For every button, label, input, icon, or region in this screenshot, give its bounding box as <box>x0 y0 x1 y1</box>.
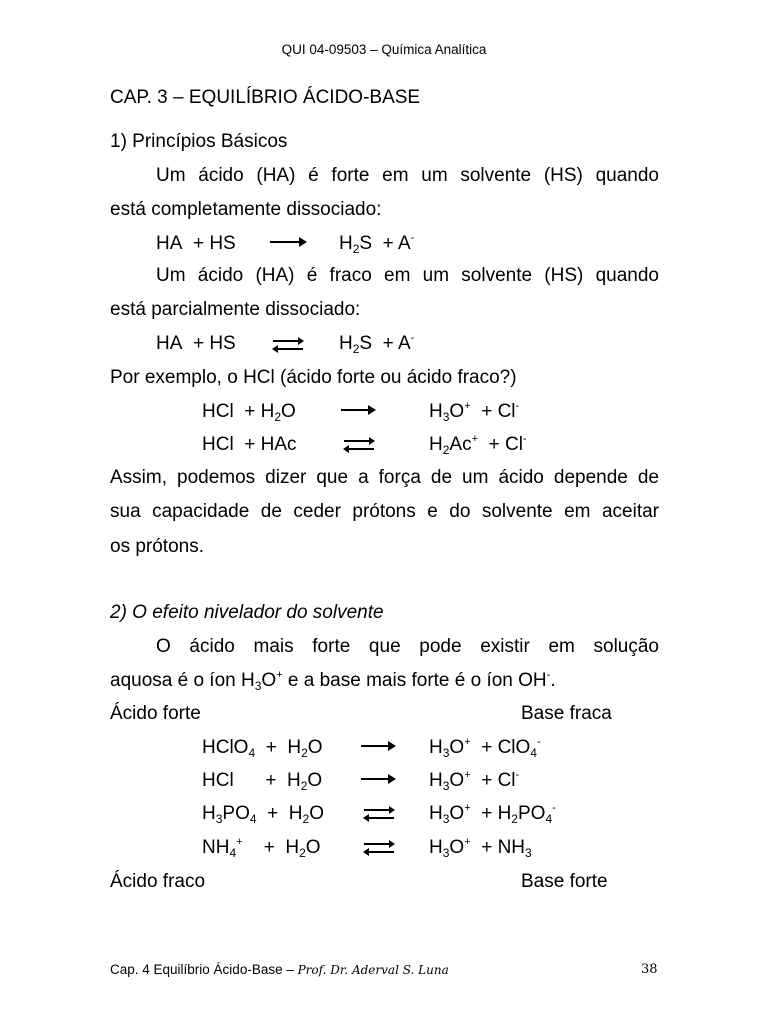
equation-ha-weak-right: $H_2S + A^-$ <box>339 332 415 356</box>
equation-hclo4-left: HClO$_4$ + $H_2O$ <box>202 737 323 760</box>
section1-heading: 1) Princípios Básicos <box>110 131 288 152</box>
equation-ha-strong-right: $H_2S + A^-$ <box>339 232 415 256</box>
equation-hcl-right: $H_3O^+ + Cl^-$ <box>429 769 520 793</box>
equation-nh4-left: $NH_4^+$ + $H_2O$ <box>202 836 321 860</box>
forward-arrow-icon <box>361 771 397 787</box>
equation-h3po4-left: $H_3PO_4 + H_2O$ <box>202 803 324 826</box>
section2-heading: 2) O efeito nivelador do solvente <box>110 602 384 623</box>
section2-p1-line2: aquosa é o íon $H_3O^+$ e a base mais forte é o íon OH-. <box>110 669 556 693</box>
equation-hcl-left: HCl + $H_2O$ <box>202 770 323 793</box>
label-weak-acid: Ácido fraco <box>110 871 206 892</box>
equation-h3po4-right: $H_3O^+ + H_2PO_4^-$ <box>429 802 556 826</box>
chapter-title: CAP. 3 – EQUILÍBRIO ÁCIDO-BASE <box>110 87 421 108</box>
equilibrium-arrow-icon <box>362 839 396 857</box>
section2-p1-line1: O ácido mais forte que pode existir em solução <box>156 636 659 657</box>
page-header: QUI 04-09503 – Química Analítica <box>281 42 487 57</box>
section1-p2-line2: está parcialmente dissociado: <box>110 299 361 320</box>
equation-ha-strong-left: HA + HS <box>156 233 236 254</box>
equation-hcl-hac-right: $H_2Ac^+ + Cl^-$ <box>429 433 527 457</box>
equilibrium-arrow-icon <box>362 805 396 823</box>
equation-ha-weak-left: HA + HS <box>156 333 236 354</box>
section1-p1-line2: está completamente dissociado: <box>110 199 382 220</box>
equation-hclo4-right: $H_3O^+ + ClO_4^-$ <box>429 736 541 760</box>
label-weak-base: Base fraca <box>521 703 612 724</box>
equilibrium-arrow-icon <box>342 436 376 454</box>
section1-p3-line2: sua capacidade de ceder prótons e do solvente em aceitar <box>110 501 659 522</box>
forward-arrow-icon <box>270 234 308 250</box>
section1-example: Por exemplo, o HCl (ácido forte ou ácido fraco?) <box>110 367 517 388</box>
footer-left: Cap. 4 Equilíbrio Ácido-Base – Prof. Dr. Aderval S. Luna <box>110 962 449 977</box>
label-strong-base: Base forte <box>521 871 608 892</box>
equation-hcl-water-left: HCl + $H_2O$ <box>202 401 296 424</box>
forward-arrow-icon <box>361 738 397 754</box>
page-number: 38 <box>641 962 658 977</box>
equation-nh4-right: $H_3O^+ + NH_3$ <box>429 836 532 860</box>
equilibrium-arrow-icon <box>271 336 305 354</box>
equation-hcl-hac-left: HCl + HAc <box>202 434 297 455</box>
section1-p3-line3: os prótons. <box>110 536 204 557</box>
section1-p3-line1: Assim, podemos dizer que a força de um ácido depende de <box>110 467 659 488</box>
section1-p2-line1: Um ácido (HA) é fraco em um solvente (HS) quando <box>156 265 659 286</box>
label-strong-acid: Ácido forte <box>110 703 201 724</box>
equation-hcl-water-right: $H_3O^+ + Cl^-$ <box>429 400 520 424</box>
section1-p1-line1: Um ácido (HA) é forte em um solvente (HS) quando <box>156 165 659 186</box>
author-signature: Prof. Dr. Aderval S. Luna <box>297 963 449 977</box>
forward-arrow-icon <box>341 402 377 418</box>
